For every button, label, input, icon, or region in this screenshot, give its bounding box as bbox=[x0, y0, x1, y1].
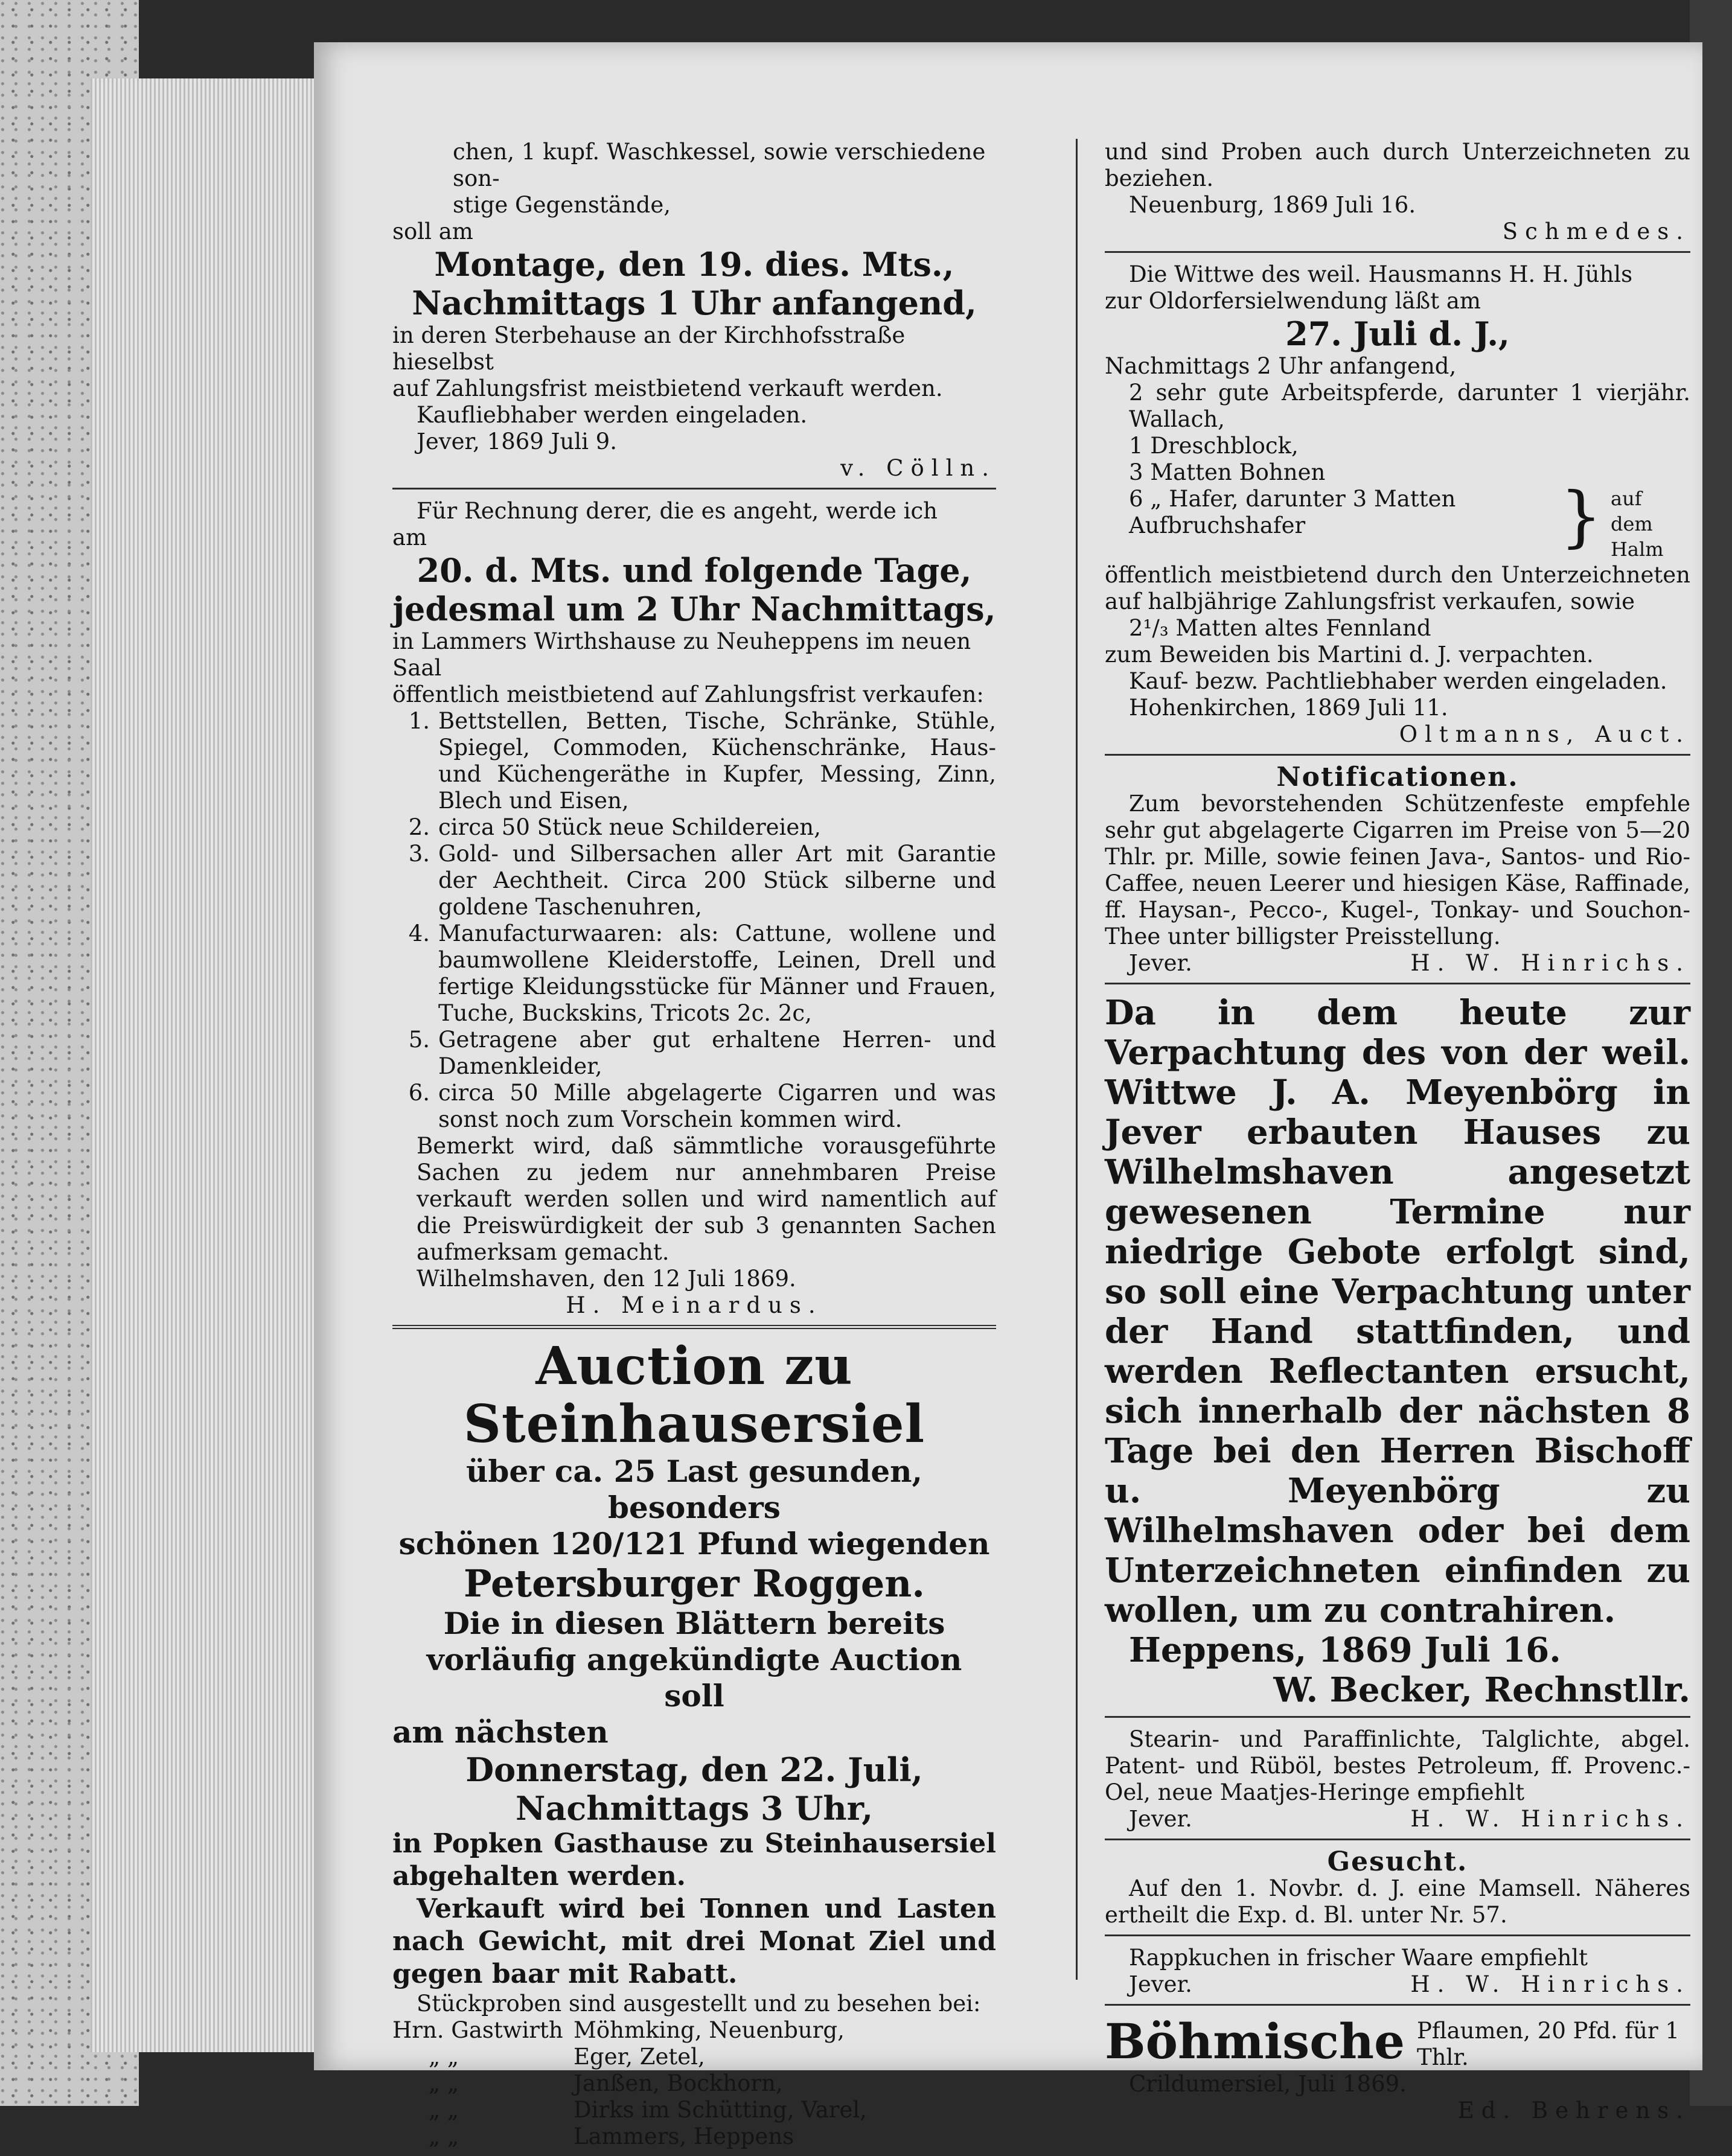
text-line: Die Wittwe des weil. Hausmanns H. H. Jühls bbox=[1129, 261, 1633, 287]
signature-line bbox=[1105, 1971, 1690, 1998]
list-item bbox=[392, 2097, 996, 2123]
text-line: Die in diesen Blättern bereits bbox=[443, 1606, 945, 1641]
text-line: Für Rechnung derer, die es angeht, werde ich bbox=[417, 498, 938, 524]
ad-candles-hinrichs bbox=[1105, 1726, 1690, 1832]
right-column bbox=[1105, 139, 1690, 2130]
ad-auction-juehls bbox=[1105, 261, 1690, 748]
divider bbox=[1105, 983, 1690, 984]
item-text: Bettstellen, Betten, Tische, Schränke, Stühle, Spiegel, Commoden, Küchenschränke, Haus- und Küchengeräthe in Kupfer, Messing, Zinn, Blech und Eisen, bbox=[438, 708, 996, 814]
divider bbox=[1105, 1839, 1690, 1840]
signature: Oltmanns, Auct. bbox=[1399, 721, 1690, 747]
text-line: vorläufig angekündigte Auction soll bbox=[426, 1642, 962, 1714]
signature: H. W. Hinrichs. bbox=[1410, 1971, 1690, 1997]
row-label: Hrn. Gastwirth bbox=[392, 2017, 563, 2043]
signature: H. W. Hinrichs. bbox=[1410, 1806, 1690, 1832]
plums-header bbox=[1105, 2014, 1690, 2071]
row-value: Eger, Zetel, bbox=[574, 2044, 705, 2070]
text-line: soll am bbox=[392, 218, 473, 244]
ad-auction-meinardus bbox=[392, 498, 996, 1319]
list-item bbox=[392, 1080, 996, 1133]
row-value: Möhmking, Neuenburg, bbox=[574, 2017, 845, 2043]
list-item bbox=[392, 814, 996, 841]
signature: W. Becker, Rechnstllr. bbox=[1273, 1670, 1690, 1710]
signature: Ed. Behrens. bbox=[1457, 2097, 1690, 2123]
row-value: Janßen, Bockhorn, bbox=[574, 2070, 783, 2096]
divider bbox=[1105, 754, 1690, 756]
text-line: auf dem Halm bbox=[1611, 487, 1664, 561]
ad-samples-schmedes bbox=[1105, 139, 1690, 245]
text-block: Auf den 1. Novbr. d. J. eine Mamsell. Näheres ertheilt die Exp. d. Bl. unter Nr. 57. bbox=[1105, 1875, 1690, 1928]
text-line: Stückproben sind ausgestellt und zu besehen bei: bbox=[417, 1991, 981, 2017]
page-stack-edges bbox=[91, 78, 321, 2052]
text-line: Kauf- bezw. Pachtliebhaber werden eingeladen. bbox=[1129, 668, 1667, 694]
row-label: „ „ bbox=[429, 2070, 459, 2096]
oats-line bbox=[1105, 477, 1690, 562]
ad-rapeseed-hinrichs bbox=[1105, 1945, 1690, 1998]
text-line: auf Zahlungsfrist meistbietend verkauft werden. bbox=[392, 375, 943, 401]
ad-notifications bbox=[1105, 764, 1690, 977]
item-text: Getragene aber gut erhaltene Herren- und Damenkleider, bbox=[438, 1027, 996, 1079]
text-line: 6 „ Hafer, darunter 3 Matten Aufbruchshafer bbox=[1129, 486, 1456, 538]
sample-locations bbox=[392, 2017, 996, 2150]
place: Jever. bbox=[1129, 1806, 1192, 1832]
text-line: chen, 1 kupf. Waschkessel, sowie verschiedene son- bbox=[453, 139, 986, 191]
item-number: 1. bbox=[408, 708, 430, 734]
list-item bbox=[392, 2017, 996, 2044]
signature: v. Cölln. bbox=[840, 455, 996, 481]
divider bbox=[392, 488, 996, 490]
column-divider bbox=[1076, 139, 1078, 1980]
signature: Schmedes. bbox=[1502, 218, 1690, 244]
row-label: „ „ bbox=[429, 2097, 459, 2123]
dateline: Jever, 1869 Juli 9. bbox=[417, 429, 617, 454]
list-item bbox=[392, 2123, 996, 2150]
section-heading: Gesucht. bbox=[1327, 1846, 1468, 1877]
newspaper-page bbox=[314, 42, 1702, 2149]
text-line: Pflaumen, 20 Pfd. für 1 Thlr. bbox=[1417, 2018, 1679, 2070]
list-item bbox=[392, 841, 996, 920]
ad-auction-steinhausersiel bbox=[392, 1338, 996, 2150]
headline-date: Donnerstag, den 22. Juli, bbox=[465, 1750, 923, 1789]
left-column bbox=[392, 139, 996, 2156]
text-line: zum Beweiden bis Martini d. J. verpachten. bbox=[1105, 642, 1594, 668]
text-line: öffentlich meistbietend durch den Unterzeichneten auf halbjährige Zahlungsfrist verkaufen, sowie bbox=[1105, 562, 1690, 614]
item-list bbox=[392, 708, 996, 1133]
text-line: am bbox=[392, 525, 427, 550]
item-number: 3. bbox=[408, 841, 430, 867]
text-block: Da in dem heute zur Verpachtung des von der weil. Wittwe J. A. Meyenbörg in Jever erbauten Hauses zu Wilhelmshaven angesetzt gewesenen Termine nur niedrige Gebote erfolgt sind, so soll eine Verpachtung unter der Hand stattfinden, und werden Reflectanten ersucht, sich innerhalb der nächsten 8 Tage bei den Herren Bischoff u. Meyenbörg zu Wilhelmshaven oder bei dem Unterzeichneten einfinden zu wollen, um zu contrahiren. bbox=[1105, 993, 1690, 1630]
dateline: Hohenkirchen, 1869 Juli 11. bbox=[1129, 695, 1448, 721]
dateline: Neuenburg, 1869 Juli 16. bbox=[1129, 192, 1416, 218]
divider bbox=[1105, 251, 1690, 253]
item-text: circa 50 Mille abgelagerte Cigarren und was sonst noch zum Vorschein kommen wird. bbox=[438, 1080, 996, 1132]
list-item bbox=[392, 2044, 996, 2070]
text-line: 3 Matten Bohnen bbox=[1129, 459, 1326, 485]
place: Jever. bbox=[1129, 1971, 1192, 1997]
text-line: Verkauft wird bei Tonnen und Lasten nach Gewicht, mit drei Monat Ziel und gegen baar mit Rabatt. bbox=[392, 1893, 996, 1989]
item-text: Manufacturwaaren: als: Cattune, wollene und baumwollene Kleiderstoffe, Leinen, Drell und fertige Kleidungsstücke für Männer und Frauen, Tuche, Buckskins, Tricots 2c. 2c, bbox=[438, 920, 996, 1026]
headline-date: 20. d. Mts. und folgende Tage, bbox=[417, 551, 972, 590]
ad-plums-behrens bbox=[1105, 2014, 1690, 2124]
brace-glyph: } bbox=[1560, 477, 1602, 555]
item-number: 6. bbox=[408, 1080, 430, 1106]
list-item bbox=[392, 1027, 996, 1080]
text-block: Zum bevorstehenden Schützenfeste empfehle sehr gut abgelagerte Cigarren im Preise von 5—20 Thlr. pr. Mille, sowie feinen Java-, Santos- und Rio-Caffee, neuen Leerer und hiesigen Käse, Raffinade, ff. Haysan-, Pecco-, Kugel-, Tonkay- und Souchon-Thee unter billigster Preisstellung. bbox=[1105, 791, 1690, 949]
note: Bemerkt wird, daß sämmtliche vorausgeführte Sachen zu jedem nur annehmbaren Preise verkauft werden sollen und wird namentlich auf die Preiswürdigkeit der sub 3 genannten Sachen aufmerksam gemacht. bbox=[417, 1133, 996, 1265]
text-line: schönen 120/121 Pfund wiegenden bbox=[398, 1526, 990, 1561]
headline-time: Nachmittags 3 Uhr, bbox=[515, 1789, 874, 1828]
ad-lease-becker bbox=[1105, 993, 1690, 1710]
text-line: Rappkuchen in frischer Waare empfiehlt bbox=[1129, 1945, 1588, 1971]
text-line: 2¹/₃ Matten altes Fennland bbox=[1129, 615, 1431, 641]
list-item bbox=[392, 920, 996, 1027]
text-line: 1 Dreschblock, bbox=[1129, 433, 1299, 459]
text-line: und sind Proben auch durch Unterzeichneten zu beziehen. bbox=[1105, 139, 1690, 191]
text-line: Kaufliebhaber werden eingeladen. bbox=[417, 402, 808, 428]
product-headline: Böhmische bbox=[1105, 2013, 1405, 2070]
signature-line bbox=[1105, 1806, 1690, 1832]
divider bbox=[1105, 1716, 1690, 1718]
item-text: circa 50 Stück neue Schildereien, bbox=[438, 814, 821, 840]
ad-auction-coelln bbox=[392, 139, 996, 482]
row-value: Lammers, Heppens bbox=[574, 2123, 794, 2149]
item-number: 4. bbox=[408, 920, 430, 946]
ad-title: Auction zu Steinhausersiel bbox=[463, 1336, 925, 1455]
headline-time: Nachmittags 1 Uhr anfangend, bbox=[412, 284, 977, 322]
signature: H. Meinardus. bbox=[566, 1292, 823, 1318]
text-line: in deren Sterbehause an der Kirchhofsstraße hieselbst bbox=[392, 322, 906, 375]
row-label: „ „ bbox=[429, 2123, 459, 2149]
divider bbox=[392, 1325, 996, 1329]
list-item bbox=[392, 708, 996, 814]
dateline: Wilhelmshaven, den 12 Juli 1869. bbox=[417, 1266, 796, 1292]
item-text: Gold- und Silbersachen aller Art mit Garantie der Aechtheit. Circa 200 Stück silberne und goldene Taschenuhren, bbox=[438, 841, 996, 920]
dateline: Heppens, 1869 Juli 16. bbox=[1129, 1630, 1561, 1670]
text-line: 2 sehr gute Arbeitspferde, darunter 1 vierjähr. Wallach, bbox=[1129, 380, 1690, 432]
text-line: stige Gegenstände, bbox=[453, 192, 671, 218]
text-line: in Lammers Wirthshause zu Neuheppens im neuen Saal bbox=[392, 628, 971, 681]
row-value: Dirks im Schütting, Varel, bbox=[574, 2097, 867, 2123]
signature-line bbox=[1105, 950, 1690, 977]
item-number: 2. bbox=[408, 814, 430, 840]
place: Jever. bbox=[1129, 950, 1192, 976]
row-label: „ „ bbox=[429, 2044, 459, 2070]
text-line: am nächsten bbox=[392, 1714, 609, 1750]
dateline: Crildumersiel, Juli 1869. bbox=[1129, 2071, 1407, 2097]
text-line: Nachmittags 2 Uhr anfangend, bbox=[1105, 353, 1457, 379]
text-line: zur Oldorfersielwendung läßt am bbox=[1105, 288, 1481, 314]
ad-wanted bbox=[1105, 1846, 1690, 1928]
text-block: Stearin- und Paraffinlichte, Talglichte, abgel. Patent- und Rüböl, bestes Petroleum, ff. Provenc.-Oel, neue Maatjes-Heringe empfiehlt bbox=[1105, 1726, 1690, 1805]
divider bbox=[1105, 2004, 1690, 2006]
divider bbox=[1105, 1934, 1690, 1936]
signature: H. W. Hinrichs. bbox=[1410, 950, 1690, 976]
headline-date: 27. Juli d. J., bbox=[1285, 314, 1510, 353]
text-line: in Popken Gasthause zu Steinhausersiel abgehalten werden. bbox=[392, 1828, 996, 1892]
list-item bbox=[392, 2070, 996, 2097]
section-heading: Notificationen. bbox=[1276, 762, 1519, 793]
headline-time: jedesmal um 2 Uhr Nachmittags, bbox=[392, 590, 996, 628]
text-line: über ca. 25 Last gesunden, besonders bbox=[466, 1453, 922, 1525]
text-line: öffentlich meistbietend auf Zahlungsfrist verkaufen: bbox=[392, 681, 984, 707]
item-number: 5. bbox=[408, 1027, 430, 1053]
headline-date: Montage, den 19. dies. Mts., bbox=[434, 245, 954, 284]
product-headline: Petersburger Roggen. bbox=[464, 1561, 925, 1606]
